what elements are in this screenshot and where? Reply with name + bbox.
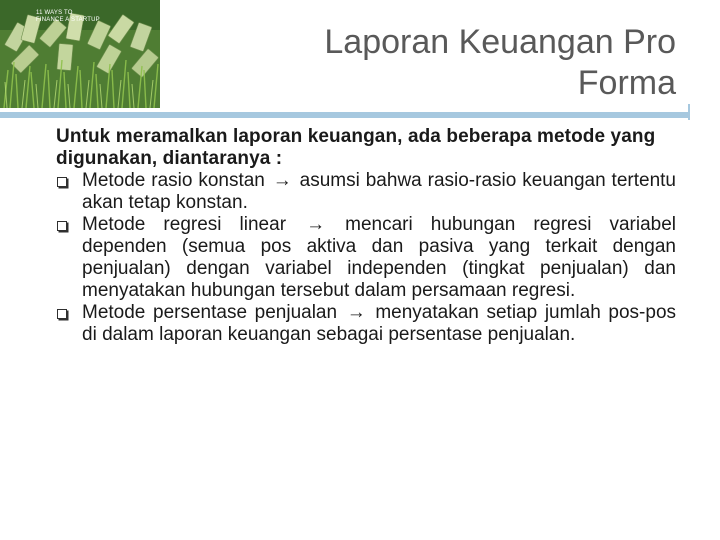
slide-body (56, 126, 676, 346)
finance-thumbnail-image (0, 0, 160, 108)
list-item-regresi-linear (56, 214, 676, 302)
list-item-persentase-penjualan (56, 302, 676, 346)
bullet-square-icon (57, 221, 67, 231)
thumbnail-caption (36, 10, 100, 24)
slide-title-line2: Forma (577, 64, 676, 102)
arrow-right-icon: → (346, 302, 366, 323)
bullet-term: Metode regresi linear (82, 214, 287, 235)
method-list (56, 170, 676, 346)
bullet-description: asumsi bahwa rasio-rasio keuangan tertentu akan tetap konstan. (82, 170, 676, 213)
intro-text: Untuk meramalkan laporan keuangan, ada beberapa metode yang digunakan, diantaranya : (56, 126, 656, 169)
thumbnail-caption-line2: FINANCE A STARTUP (36, 17, 100, 23)
title-divider (0, 112, 688, 118)
thumbnail-caption-line1: 11 WAYS TO (36, 10, 73, 16)
slide-title (200, 22, 676, 104)
bullet-description: menyatakan setiap jumlah pos-pos di dalam laporan keuangan sebagai persentase penjualan. (82, 302, 677, 345)
bullet-term: Metode rasio konstan (82, 170, 265, 191)
bullet-term: Metode persentase penjualan (82, 302, 338, 323)
list-item-rasio-konstan (56, 170, 676, 214)
bullet-square-icon (57, 177, 67, 187)
bullet-square-icon (57, 309, 67, 319)
arrow-right-icon: → (272, 170, 292, 191)
slide-title-line1: Laporan Keuangan Pro (324, 23, 676, 61)
arrow-right-icon: → (306, 214, 326, 235)
bullet-description: mencari hubungan regresi variabel dependen (semua pos aktiva dan pasiva yang terkait dengan penjualan) dengan variabel independen (tingkat penjualan) dan menyatakan hubungan tersebut dalam persamaan regresi. (82, 214, 677, 301)
title-divider-tick (688, 104, 690, 120)
